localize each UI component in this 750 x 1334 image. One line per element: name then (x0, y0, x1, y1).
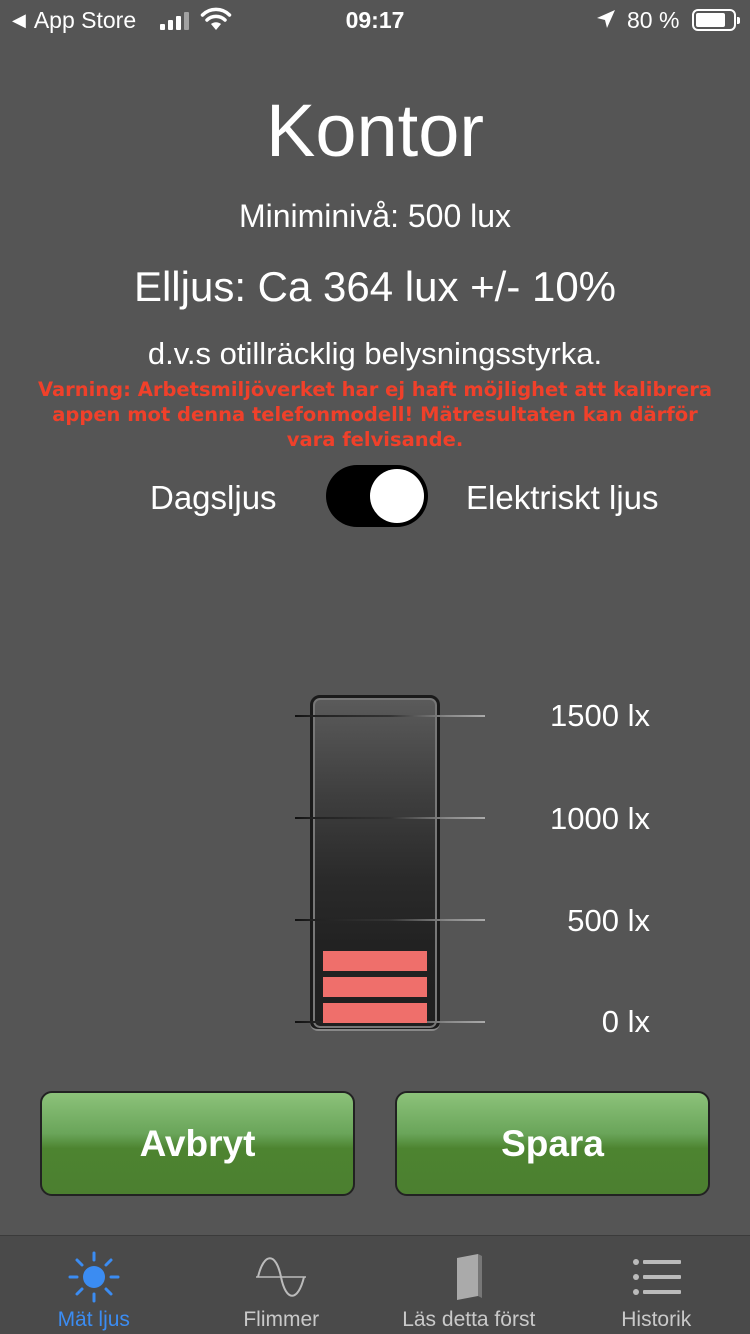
battery-nub (737, 17, 740, 24)
level-bar (323, 951, 427, 971)
tab-bar (0, 1235, 750, 1334)
lux-meter (0, 680, 750, 1060)
calibration-warning: Varning: Arbetsmiljöverket har ej haft möjlighet att kalibrera appen mot denna telefonmodell! Mätresultaten kan därför vara felvisande. (37, 378, 713, 451)
tab-history[interactable] (563, 1236, 750, 1334)
light-type-switch[interactable] (326, 465, 428, 527)
measurement-value: Elljus: Ca 364 lux +/- 10% (133, 263, 617, 310)
save-button[interactable]: Spara (395, 1091, 710, 1196)
battery-fill (696, 13, 725, 27)
tab-label: Flimmer (243, 1308, 320, 1331)
location-arrow-icon (595, 8, 617, 30)
scale-label: 1500 lx (550, 698, 650, 733)
back-arrow-icon: ◀ (12, 10, 26, 30)
back-label: App Store (33, 7, 137, 33)
tab-measure-light[interactable] (0, 1236, 188, 1334)
minimum-level: Miniminivå: 500 lux (238, 198, 512, 234)
tab-flicker[interactable] (188, 1236, 376, 1334)
tab-read-first[interactable] (375, 1236, 563, 1334)
measurement-result: d.v.s otillräcklig belysningsstyrka. (147, 336, 603, 371)
location-title: Kontor (265, 89, 485, 172)
daylight-label: Dagsljus (150, 479, 277, 516)
level-bar (323, 1003, 427, 1023)
book-icon (442, 1250, 496, 1304)
sine-wave-icon (254, 1250, 308, 1304)
light-type-toggle-row (0, 465, 750, 527)
scale-label: 500 lx (567, 903, 650, 938)
level-bar (323, 977, 427, 997)
scale-label: 0 lx (601, 1004, 650, 1039)
list-icon (629, 1250, 683, 1304)
battery-icon (692, 9, 736, 31)
clock: 09:17 (345, 7, 405, 33)
tab-label: Läs detta först (402, 1308, 536, 1331)
electric-light-label: Elektriskt ljus (466, 479, 659, 516)
tick-1500 (295, 715, 485, 717)
tick-500 (295, 919, 485, 921)
scale-label: 1000 lx (550, 801, 650, 836)
tab-label: Historik (621, 1308, 692, 1331)
battery-percent: 80 % (627, 7, 680, 33)
switch-knob (370, 469, 424, 523)
tick-1000 (295, 817, 485, 819)
tab-label: Mät ljus (57, 1308, 130, 1331)
status-bar (0, 0, 750, 40)
sun-icon (67, 1250, 121, 1304)
cancel-button[interactable]: Avbryt (40, 1091, 355, 1196)
